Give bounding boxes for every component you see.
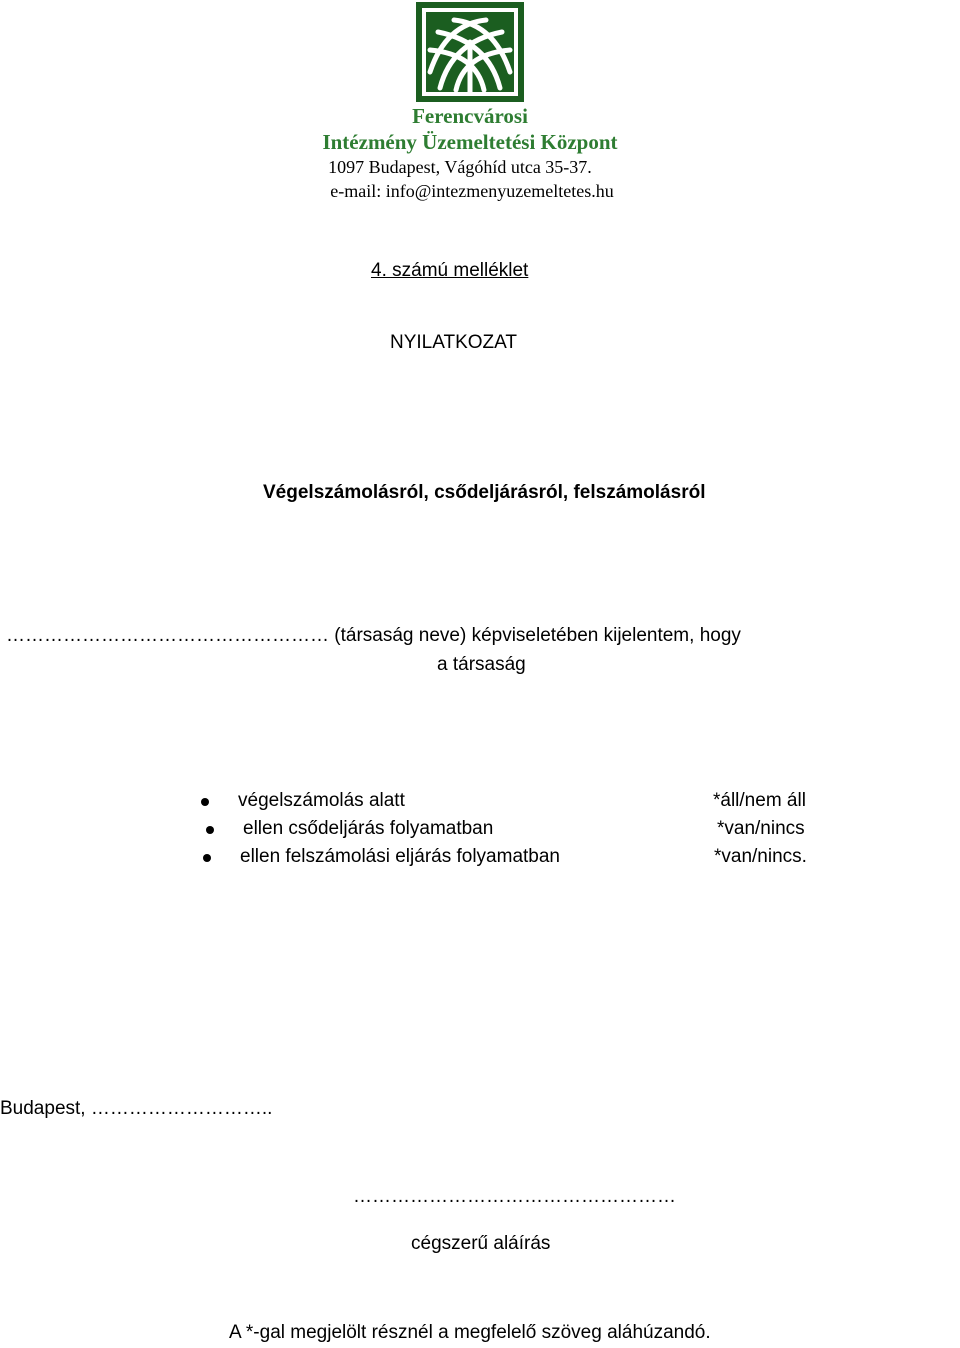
- org-name-line2: Intézmény Üzemeltetési Központ: [322, 130, 618, 154]
- org-name-line1: Ferencvárosi: [412, 104, 528, 128]
- list-item-value: *van/nincs: [717, 818, 805, 839]
- document-title: NYILATKOZAT: [390, 332, 518, 353]
- signature-label: cégszerű aláírás: [411, 1233, 551, 1254]
- footnote: A *-gal megjelölt résznél a megfelelő szöveg aláhúzandó.: [229, 1322, 711, 1343]
- declaration-line2: a társaság: [437, 654, 526, 675]
- org-email: e-mail: info@intezmenyuzemeltetes.hu: [330, 181, 614, 201]
- list-item-value: *van/nincs.: [714, 846, 807, 867]
- list-item-text: ellen felszámolási eljárás folyamatban: [240, 846, 560, 867]
- org-address: 1097 Budapest, Vágóhíd utca 35-37.: [328, 157, 592, 177]
- signature-line: ……………………………………………: [353, 1186, 676, 1207]
- list-item-text: ellen csődeljárás folyamatban: [243, 818, 494, 839]
- declaration-line1: …………………………………………… (társaság neve) képviseletében kijelentem, hogy: [6, 625, 741, 646]
- bullet-icon: [206, 826, 214, 834]
- annex-label: 4. számú melléklet: [371, 260, 529, 281]
- institution-logo: [416, 2, 524, 102]
- list-item-value: *áll/nem áll: [713, 790, 806, 811]
- place-date: Budapest, ………………………..: [0, 1098, 273, 1119]
- document-subtitle: Végelszámolásról, csődeljárásról, felszámolásról: [263, 482, 706, 503]
- bullet-icon: [203, 854, 211, 862]
- bullet-icon: [201, 798, 209, 806]
- list-item-text: végelszámolás alatt: [238, 790, 405, 811]
